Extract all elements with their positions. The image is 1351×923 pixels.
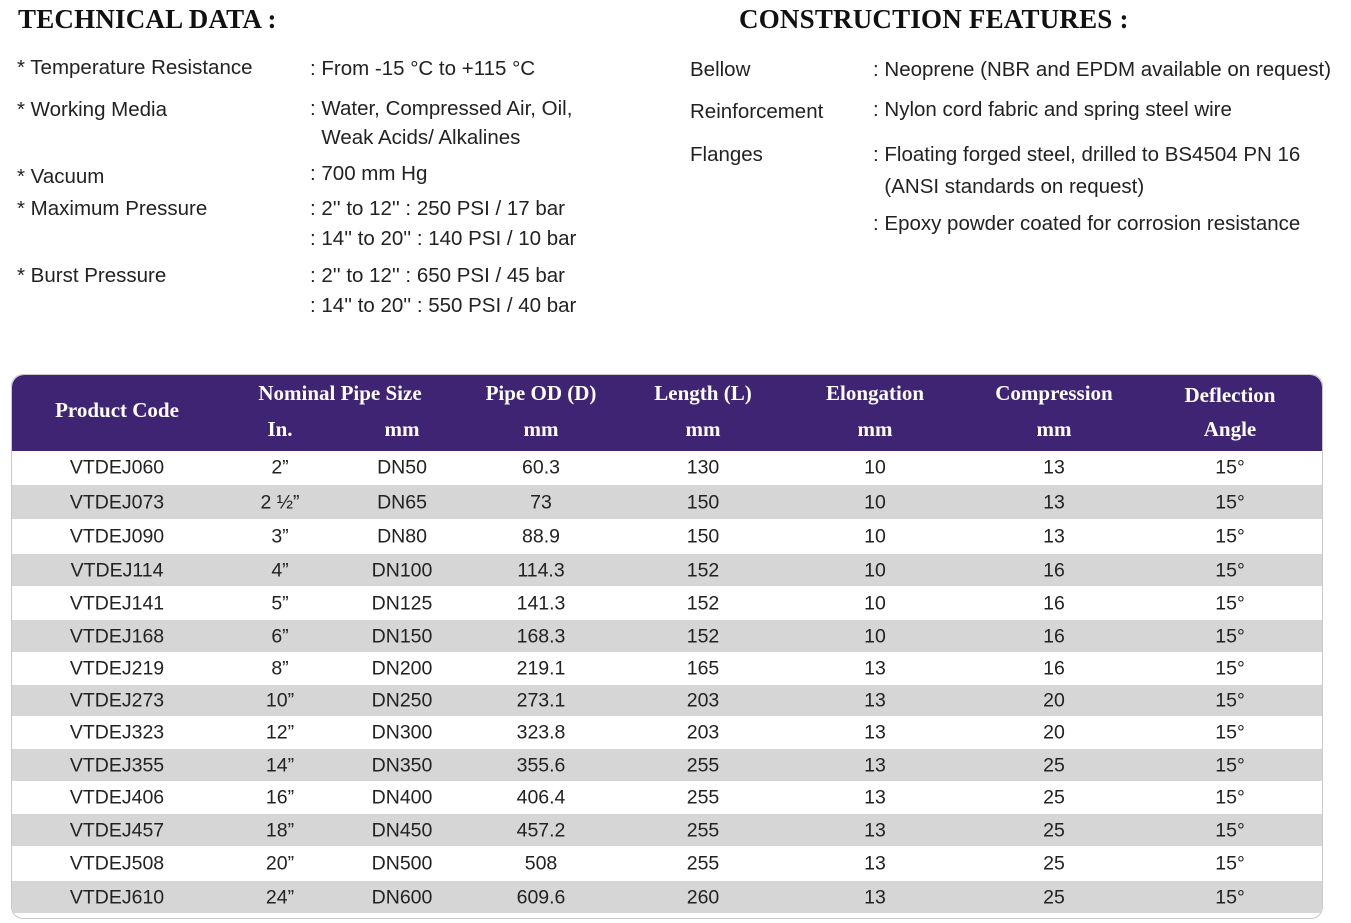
table-header xyxy=(12,375,1322,451)
cell-compression: 13 xyxy=(1043,456,1065,479)
cell-product-code: VTDEJ073 xyxy=(69,491,165,513)
cell-pipe-od: 168.3 xyxy=(516,625,566,647)
header-deflection: Deflection xyxy=(1184,383,1276,407)
cell-product-code: VTDEJ114 xyxy=(70,559,164,581)
cell-size-in: 8” xyxy=(271,657,289,680)
cell-size-mm: DN300 xyxy=(371,721,433,744)
cell-pipe-od: 60.3 xyxy=(522,456,560,479)
cell-compression: 25 xyxy=(1043,754,1065,776)
cell-length: 255 xyxy=(686,852,720,875)
table-row xyxy=(12,451,1322,485)
cell-deflection: 15° xyxy=(1215,786,1245,809)
cell-elongation: 13 xyxy=(864,754,886,776)
construction-features-heading: CONSTRUCTION FEATURES : xyxy=(739,4,1129,34)
tech-value-temperature: : From -15 °C to +115 °C xyxy=(310,57,536,80)
cons-label-flanges: Flanges xyxy=(690,143,763,166)
table-row xyxy=(12,881,1322,914)
cell-product-code: VTDEJ060 xyxy=(69,456,165,479)
cell-size-in: 14” xyxy=(265,754,295,776)
cell-pipe-od: 114.3 xyxy=(517,559,565,581)
cons-value-flanges-1: : Floating forged steel, drilled to BS4504 PN 16 xyxy=(873,143,1301,166)
cell-product-code: VTDEJ219 xyxy=(69,657,165,680)
tech-label-working-media: * Working Media xyxy=(17,98,168,121)
cell-deflection: 15° xyxy=(1215,689,1245,712)
cell-pipe-od: 355.6 xyxy=(516,754,566,776)
cell-size-mm: DN50 xyxy=(377,456,427,479)
cell-compression: 16 xyxy=(1043,625,1065,647)
cell-deflection: 15° xyxy=(1215,525,1245,548)
cell-size-mm: DN350 xyxy=(371,754,433,776)
cell-elongation: 10 xyxy=(864,559,886,581)
header-compression-unit: mm xyxy=(1036,417,1072,441)
cell-product-code: VTDEJ406 xyxy=(69,786,165,809)
technical-data-heading: TECHNICAL DATA : xyxy=(18,4,277,34)
cell-deflection: 15° xyxy=(1215,819,1245,841)
tech-value-burst-pressure-1: : 2'' to 12'' : 650 PSI / 45 bar xyxy=(310,264,565,287)
cell-deflection: 15° xyxy=(1215,456,1245,479)
header-nominal-pipe-size: Nominal Pipe Size xyxy=(258,381,422,405)
cell-size-mm: DN65 xyxy=(377,491,427,513)
cons-label-reinforcement: Reinforcement xyxy=(690,100,824,123)
cell-deflection: 15° xyxy=(1215,721,1245,744)
cell-compression: 20 xyxy=(1043,689,1065,712)
table-row xyxy=(12,554,1322,587)
table-row xyxy=(12,620,1322,653)
cell-length: 203 xyxy=(686,689,720,712)
cell-deflection: 15° xyxy=(1215,592,1245,614)
tech-value-burst-pressure-2: : 14'' to 20'' : 550 PSI / 40 bar xyxy=(310,294,577,317)
table-row xyxy=(12,520,1322,554)
cell-size-in: 12” xyxy=(265,721,295,744)
cell-pipe-od: 141.3 xyxy=(516,592,566,614)
cell-product-code: VTDEJ457 xyxy=(69,819,165,841)
cell-size-mm: DN450 xyxy=(371,819,433,841)
cell-size-mm: DN250 xyxy=(371,689,433,712)
cell-deflection: 15° xyxy=(1215,657,1245,680)
cell-pipe-od: 609.6 xyxy=(516,886,566,908)
cell-product-code: VTDEJ508 xyxy=(69,852,165,875)
cell-elongation: 13 xyxy=(864,819,886,841)
cell-size-in: 4” xyxy=(271,559,289,581)
cell-compression: 25 xyxy=(1043,886,1065,908)
cell-size-mm: DN500 xyxy=(371,852,433,875)
tech-value-vacuum: : 700 mm Hg xyxy=(310,162,428,185)
product-table xyxy=(11,374,1323,919)
cell-compression: 13 xyxy=(1043,525,1065,548)
header-product-code: Product Code xyxy=(55,398,179,422)
cell-deflection: 15° xyxy=(1215,625,1245,647)
cell-length: 203 xyxy=(686,721,720,744)
cell-elongation: 10 xyxy=(864,491,886,513)
cell-product-code: VTDEJ090 xyxy=(69,525,165,548)
table-row xyxy=(12,587,1322,620)
header-length: Length (L) xyxy=(654,381,752,405)
cell-size-in: 16” xyxy=(265,786,295,809)
cell-length: 150 xyxy=(686,491,720,513)
cell-compression: 25 xyxy=(1043,852,1065,875)
cell-size-mm: DN100 xyxy=(371,559,433,581)
cell-elongation: 10 xyxy=(864,456,886,479)
cell-product-code: VTDEJ323 xyxy=(69,721,165,744)
tech-value-working-media-1: : Water, Compressed Air, Oil, xyxy=(310,97,573,120)
cell-elongation: 10 xyxy=(864,525,886,548)
table-row xyxy=(12,749,1322,782)
cell-compression: 16 xyxy=(1043,592,1065,614)
cell-deflection: 15° xyxy=(1215,491,1245,513)
cell-length: 152 xyxy=(686,625,720,647)
cell-elongation: 13 xyxy=(864,657,886,680)
cell-product-code: VTDEJ273 xyxy=(69,689,165,712)
cell-compression: 25 xyxy=(1043,819,1065,841)
cell-pipe-od: 219.1 xyxy=(516,657,566,680)
cell-compression: 13 xyxy=(1043,491,1065,513)
cell-length: 165 xyxy=(686,657,720,680)
cell-size-in: 10” xyxy=(265,689,295,712)
cell-size-mm: DN150 xyxy=(371,625,433,647)
cell-size-mm: DN200 xyxy=(371,657,433,680)
cell-pipe-od: 406.4 xyxy=(516,786,566,809)
cell-size-mm: DN125 xyxy=(371,592,433,614)
cell-compression: 25 xyxy=(1043,786,1065,809)
cell-elongation: 13 xyxy=(864,689,886,712)
cell-pipe-od: 273.1 xyxy=(516,689,566,712)
header-length-unit: mm xyxy=(685,417,721,441)
cell-pipe-od: 88.9 xyxy=(522,525,560,548)
cell-length: 260 xyxy=(686,886,720,908)
cell-size-in: 3” xyxy=(271,525,289,548)
cell-product-code: VTDEJ610 xyxy=(69,886,165,908)
cell-length: 255 xyxy=(686,819,720,841)
cell-size-in: 5” xyxy=(271,592,289,614)
cell-size-mm: DN600 xyxy=(371,886,433,908)
cell-compression: 20 xyxy=(1043,721,1065,744)
cell-elongation: 13 xyxy=(864,786,886,809)
table-row xyxy=(12,782,1322,814)
cell-elongation: 13 xyxy=(864,852,886,875)
cell-size-in: 18” xyxy=(265,819,295,841)
cell-length: 150 xyxy=(686,525,720,548)
cell-size-mm: DN80 xyxy=(377,525,427,548)
table-row xyxy=(12,717,1322,749)
cell-length: 255 xyxy=(686,754,720,776)
tech-value-maximum-pressure-1: : 2'' to 12'' : 250 PSI / 17 bar xyxy=(310,197,565,220)
header-elongation-unit: mm xyxy=(857,417,893,441)
table-row xyxy=(12,685,1322,717)
cons-value-flanges-3: : Epoxy powder coated for corrosion resistance xyxy=(873,212,1301,235)
header-pipe-od-unit: mm xyxy=(523,417,559,441)
cell-length: 255 xyxy=(686,786,720,809)
cell-compression: 16 xyxy=(1043,657,1065,680)
tech-label-vacuum: * Vacuum xyxy=(17,165,105,188)
cell-pipe-od: 508 xyxy=(524,852,558,875)
tech-value-maximum-pressure-2: : 14'' to 20'' : 140 PSI / 10 bar xyxy=(310,227,577,250)
cell-length: 152 xyxy=(686,592,720,614)
tech-label-maximum-pressure: * Maximum Pressure xyxy=(17,197,208,220)
cell-length: 130 xyxy=(686,456,720,479)
tech-value-working-media-2: Weak Acids/ Alkalines xyxy=(310,126,521,149)
cell-deflection: 15° xyxy=(1215,886,1245,908)
table-row xyxy=(12,814,1322,847)
header-nominal-mm: mm xyxy=(384,417,420,441)
cell-product-code: VTDEJ355 xyxy=(69,754,165,776)
cell-product-code: VTDEJ141 xyxy=(69,592,165,614)
table-body xyxy=(12,451,1322,914)
tech-label-burst-pressure: * Burst Pressure xyxy=(17,264,167,287)
cell-size-in: 20” xyxy=(265,852,295,875)
cons-value-reinforcement: : Nylon cord fabric and spring steel wire xyxy=(873,98,1232,121)
cell-deflection: 15° xyxy=(1215,852,1245,875)
cons-value-flanges-2: (ANSI standards on request) xyxy=(873,175,1145,198)
table-row xyxy=(12,847,1322,881)
cell-length: 152 xyxy=(686,559,720,581)
cell-pipe-od: 457.2 xyxy=(516,819,566,841)
header-nominal-in: In. xyxy=(267,417,293,441)
cell-size-in: 2 ½” xyxy=(260,491,300,513)
cell-size-in: 2” xyxy=(271,456,289,479)
cell-elongation: 10 xyxy=(864,625,886,647)
cell-elongation: 10 xyxy=(864,592,886,614)
cell-product-code: VTDEJ168 xyxy=(69,625,165,647)
tech-label-temperature: * Temperature Resistance xyxy=(17,56,253,79)
cell-deflection: 15° xyxy=(1215,559,1245,581)
header-deflection-unit: Angle xyxy=(1203,417,1257,441)
header-pipe-od: Pipe OD (D) xyxy=(485,381,597,405)
cell-compression: 16 xyxy=(1043,559,1065,581)
cell-pipe-od: 323.8 xyxy=(516,721,566,744)
table-row xyxy=(12,653,1322,685)
cell-elongation: 13 xyxy=(864,886,886,908)
table-row xyxy=(12,485,1322,520)
header-compression: Compression xyxy=(995,381,1113,405)
cons-value-bellow: : Neoprene (NBR and EPDM available on request) xyxy=(873,58,1332,81)
cell-size-in: 24” xyxy=(265,886,295,908)
cell-deflection: 15° xyxy=(1215,754,1245,776)
cons-label-bellow: Bellow xyxy=(690,58,751,81)
cell-size-mm: DN400 xyxy=(371,786,433,809)
header-elongation: Elongation xyxy=(825,381,925,405)
cell-size-in: 6” xyxy=(271,625,289,647)
cell-elongation: 13 xyxy=(864,721,886,744)
cell-pipe-od: 73 xyxy=(530,491,552,513)
